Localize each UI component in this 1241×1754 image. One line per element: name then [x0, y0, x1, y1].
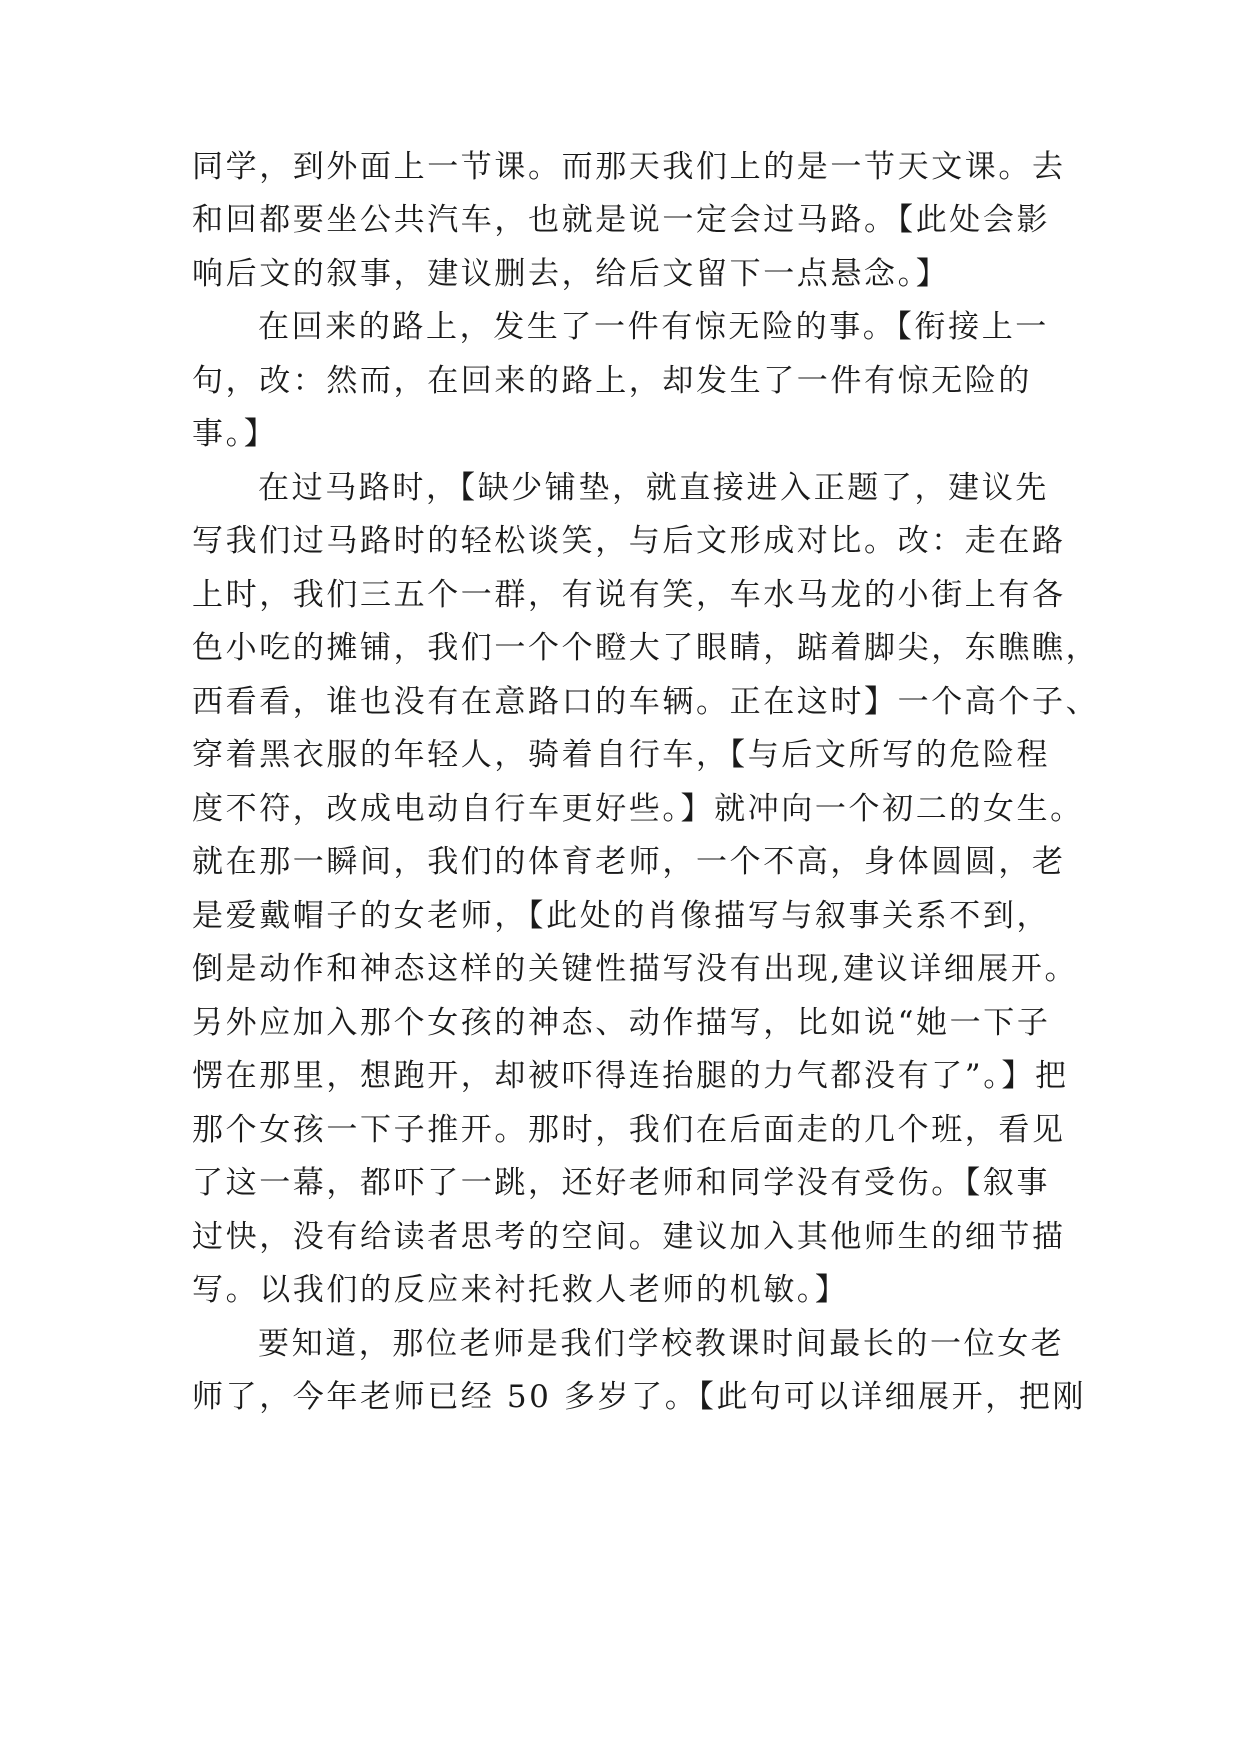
text-line: 倒是动作和神态这样的关键性描写没有出现,建议详细展开。 — [192, 951, 1079, 987]
text-line: 那个女孩一下子推开。那时，我们在后面走的几个班，看见 — [192, 1112, 1066, 1148]
text-line: 响后文的叙事，建议删去，给后文留下一点悬念。】 — [192, 256, 950, 292]
text-line: 是爱戴帽子的女老师，【此处的肖像描写与叙事关系不到， — [192, 898, 1051, 934]
text-line: 就在那一瞬间，我们的体育老师，一个不高，身体圆圆，老 — [192, 844, 1066, 880]
text-line: 另外应加入那个女孩的神态、动作描写，比如说“她一下子 — [192, 1005, 1051, 1041]
text-line: 上时，我们三五个一群，有说有笑，车水马龙的小街上有各 — [192, 577, 1066, 613]
text-line: 师了，今年老师已经 50 多岁了。【此句可以详细展开，把刚 — [192, 1379, 1087, 1415]
text-line: 写。以我们的反应来衬托救人老师的机敏。】 — [192, 1272, 849, 1308]
text-line: 写我们过马路时的轻松谈笑，与后文形成对比。改：走在路 — [192, 523, 1066, 559]
text-line: 句，改：然而，在回来的路上，却发生了一件有惊无险的 — [192, 363, 1032, 399]
paragraph-start-line: 要知道，那位老师是我们学校教课时间最长的一位女老 — [258, 1326, 1065, 1362]
paragraph-start-line: 在回来的路上，发生了一件有惊无险的事。【衔接上一 — [258, 309, 1049, 345]
text-line: 事。】 — [192, 416, 278, 452]
text-line: 愣在那里，想跑开，却被吓得连抬腿的力气都没有了”。】把 — [192, 1058, 1069, 1094]
text-line: 穿着黑衣服的年轻人，骑着自行车，【与后文所写的危险程 — [192, 737, 1051, 773]
text-line: 过快，没有给读者思考的空间。建议加入其他师生的细节描 — [192, 1219, 1066, 1255]
text-line: 度不符，改成电动自行车更好些。】就冲向一个初二的女生。 — [192, 791, 1084, 827]
paragraph-start-line: 在过马路时，【缺少铺垫，就直接进入正题了，建议先 — [258, 470, 1049, 506]
text-line: 了这一幕，都吓了一跳，还好老师和同学没有受伤。【叙事 — [192, 1165, 1051, 1201]
text-line: 同学，到外面上一节课。而那天我们上的是一节天文课。去 — [192, 149, 1066, 185]
text-line: 和回都要坐公共汽车，也就是说一定会过马路。【此处会影 — [192, 202, 1051, 238]
text-line: 西看看，谁也没有在意路口的车辆。正在这时】一个高个子、 — [192, 684, 1100, 720]
text-line: 色小吃的摊铺，我们一个个瞪大了眼睛，踮着脚尖，东瞧瞧， — [192, 630, 1100, 666]
